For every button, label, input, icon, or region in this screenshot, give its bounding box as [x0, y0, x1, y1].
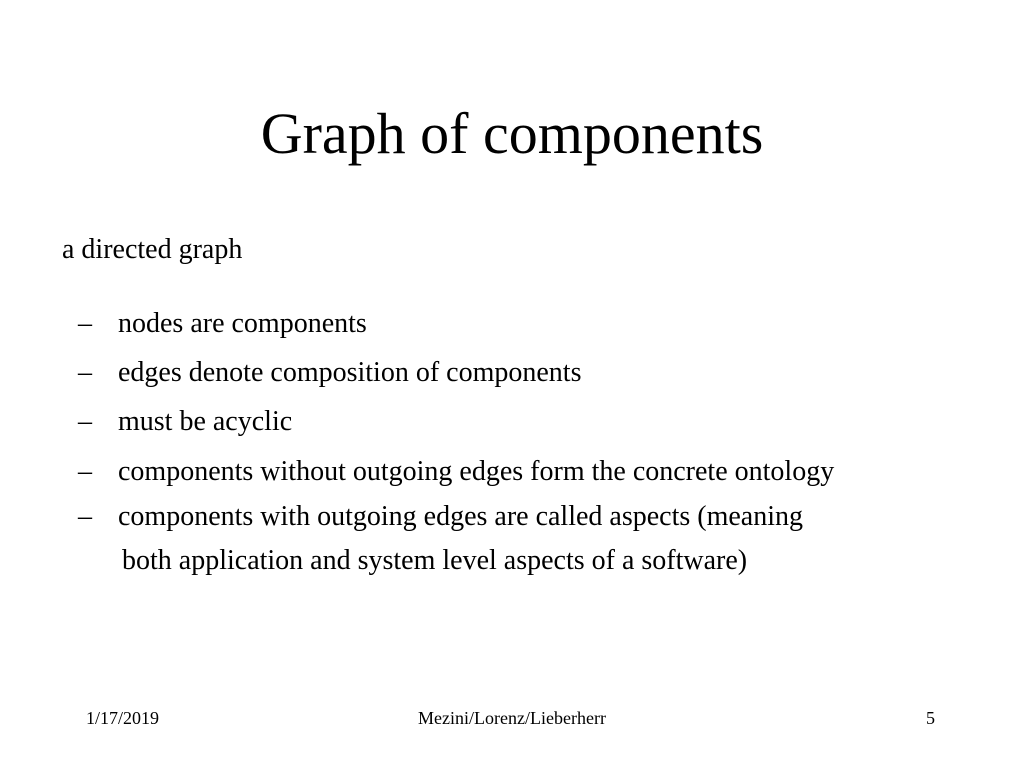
dash-bullet-icon: – [78, 456, 92, 487]
bullet-text: components with outgoing edges are called aspects (meaning [118, 501, 804, 532]
bullet-text: edges denote composition of components [118, 357, 582, 388]
dash-bullet-icon: – [78, 501, 92, 532]
bullet-item [78, 306, 367, 342]
dash-bullet-icon: – [78, 308, 92, 339]
slide-title: Graph of components [260, 101, 764, 166]
dash-bullet-icon: – [78, 357, 92, 388]
bullet-item [78, 454, 834, 490]
bullet-item [78, 404, 292, 440]
bullet-text: must be acyclic [118, 406, 293, 437]
bullet-item [78, 499, 803, 535]
bullet-continuation-text: both application and system level aspects of a software) [122, 545, 748, 576]
footer-authors: Mezini/Lorenz/Lieberherr [418, 708, 606, 728]
intro-text: a directed graph [62, 234, 243, 265]
bullet-text: nodes are components [118, 308, 367, 339]
footer-date: 1/17/2019 [86, 708, 160, 728]
bullet-text: components without outgoing edges form the concrete ontology [118, 456, 835, 487]
footer-page-number: 5 [926, 708, 935, 728]
dash-bullet-icon: – [78, 406, 92, 437]
bullet-item [78, 355, 581, 391]
